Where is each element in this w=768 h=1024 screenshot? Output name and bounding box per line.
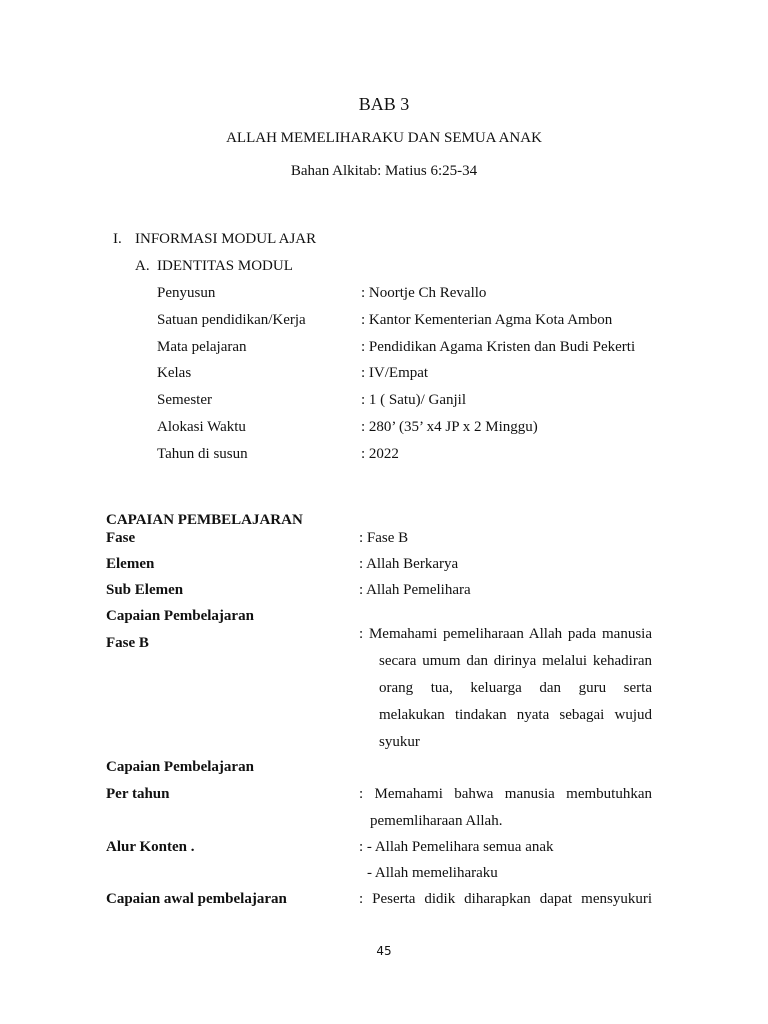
page-number: 45 (376, 944, 392, 958)
cp-line: orang tua, keluarga dan guru serta (379, 680, 652, 696)
identity-label: Tahun di susun (157, 446, 248, 462)
subsection-heading: IDENTITAS MODUL (157, 258, 293, 274)
identity-value: : IV/Empat (361, 365, 429, 381)
identity-value: : 1 ( Satu)/ Ganjil (361, 392, 466, 408)
identity-label: Alokasi Waktu (157, 419, 246, 435)
cp-line: : Memahami pemeliharaan Allah pada manusia (359, 626, 652, 642)
elemen-value: : Allah Berkarya (359, 556, 459, 572)
alur-konten-item: : - Allah Pemelihara semua anak (359, 839, 554, 855)
sub-elemen-value: : Allah Pemelihara (359, 582, 471, 598)
identity-value: : Noortje Ch Revallo (361, 285, 487, 301)
capaian-awal-value: : Peserta didik diharapkan dapat mensyukuri (359, 891, 652, 907)
identity-label: Semester (157, 392, 212, 408)
fase-value: : Fase B (359, 530, 409, 546)
capaian-awal-label: Capaian awal pembelajaran (106, 891, 287, 907)
identity-label: Kelas (157, 365, 192, 381)
elemen-label: Elemen (106, 556, 155, 572)
cp-line: syukur (379, 734, 420, 750)
subsection-letter: A. (135, 258, 150, 274)
cp-line: secara umum dan dirinya melalui kehadiran (379, 653, 652, 669)
identity-value: : 280’ (35’ x4 JP x 2 Minggu) (361, 419, 538, 435)
identity-value: : 2022 (361, 446, 399, 462)
bible-reading: Bahan Alkitab: Matius 6:25-34 (290, 163, 478, 179)
cp-fase-label: Fase B (106, 635, 149, 651)
identity-label: Penyusun (157, 285, 216, 301)
identity-value: : Pendidikan Agama Kristen dan Budi Pekerti (361, 339, 636, 355)
section-numeral: I. (113, 231, 122, 247)
cp-tahun-line: : Memahami bahwa manusia membutuhkan (359, 786, 652, 802)
cp-tahun-label: Capaian Pembelajaran (106, 759, 254, 775)
capaian-heading: CAPAIAN PEMBELAJARAN (106, 512, 303, 528)
alur-konten-item: - Allah memeliharaku (367, 865, 498, 881)
section-heading: INFORMASI MODUL AJAR (135, 231, 317, 247)
identity-label: Satuan pendidikan/Kerja (157, 312, 306, 328)
cp-tahun-line: pememliharaan Allah. (370, 813, 503, 829)
chapter-number: BAB 3 (358, 94, 410, 114)
cp-label: Capaian Pembelajaran (106, 608, 254, 624)
identity-value: : Kantor Kementerian Agma Kota Ambon (361, 312, 613, 328)
chapter-title: ALLAH MEMELIHARAKU DAN SEMUA ANAK (226, 130, 542, 146)
fase-label: Fase (106, 530, 136, 546)
identity-label: Mata pelajaran (157, 339, 247, 355)
sub-elemen-label: Sub Elemen (106, 582, 184, 598)
cp-per-tahun-label: Per tahun (106, 786, 170, 802)
alur-konten-label: Alur Konten . (106, 839, 195, 855)
cp-line: melakukan tindakan nyata sebagai wujud (379, 707, 652, 723)
